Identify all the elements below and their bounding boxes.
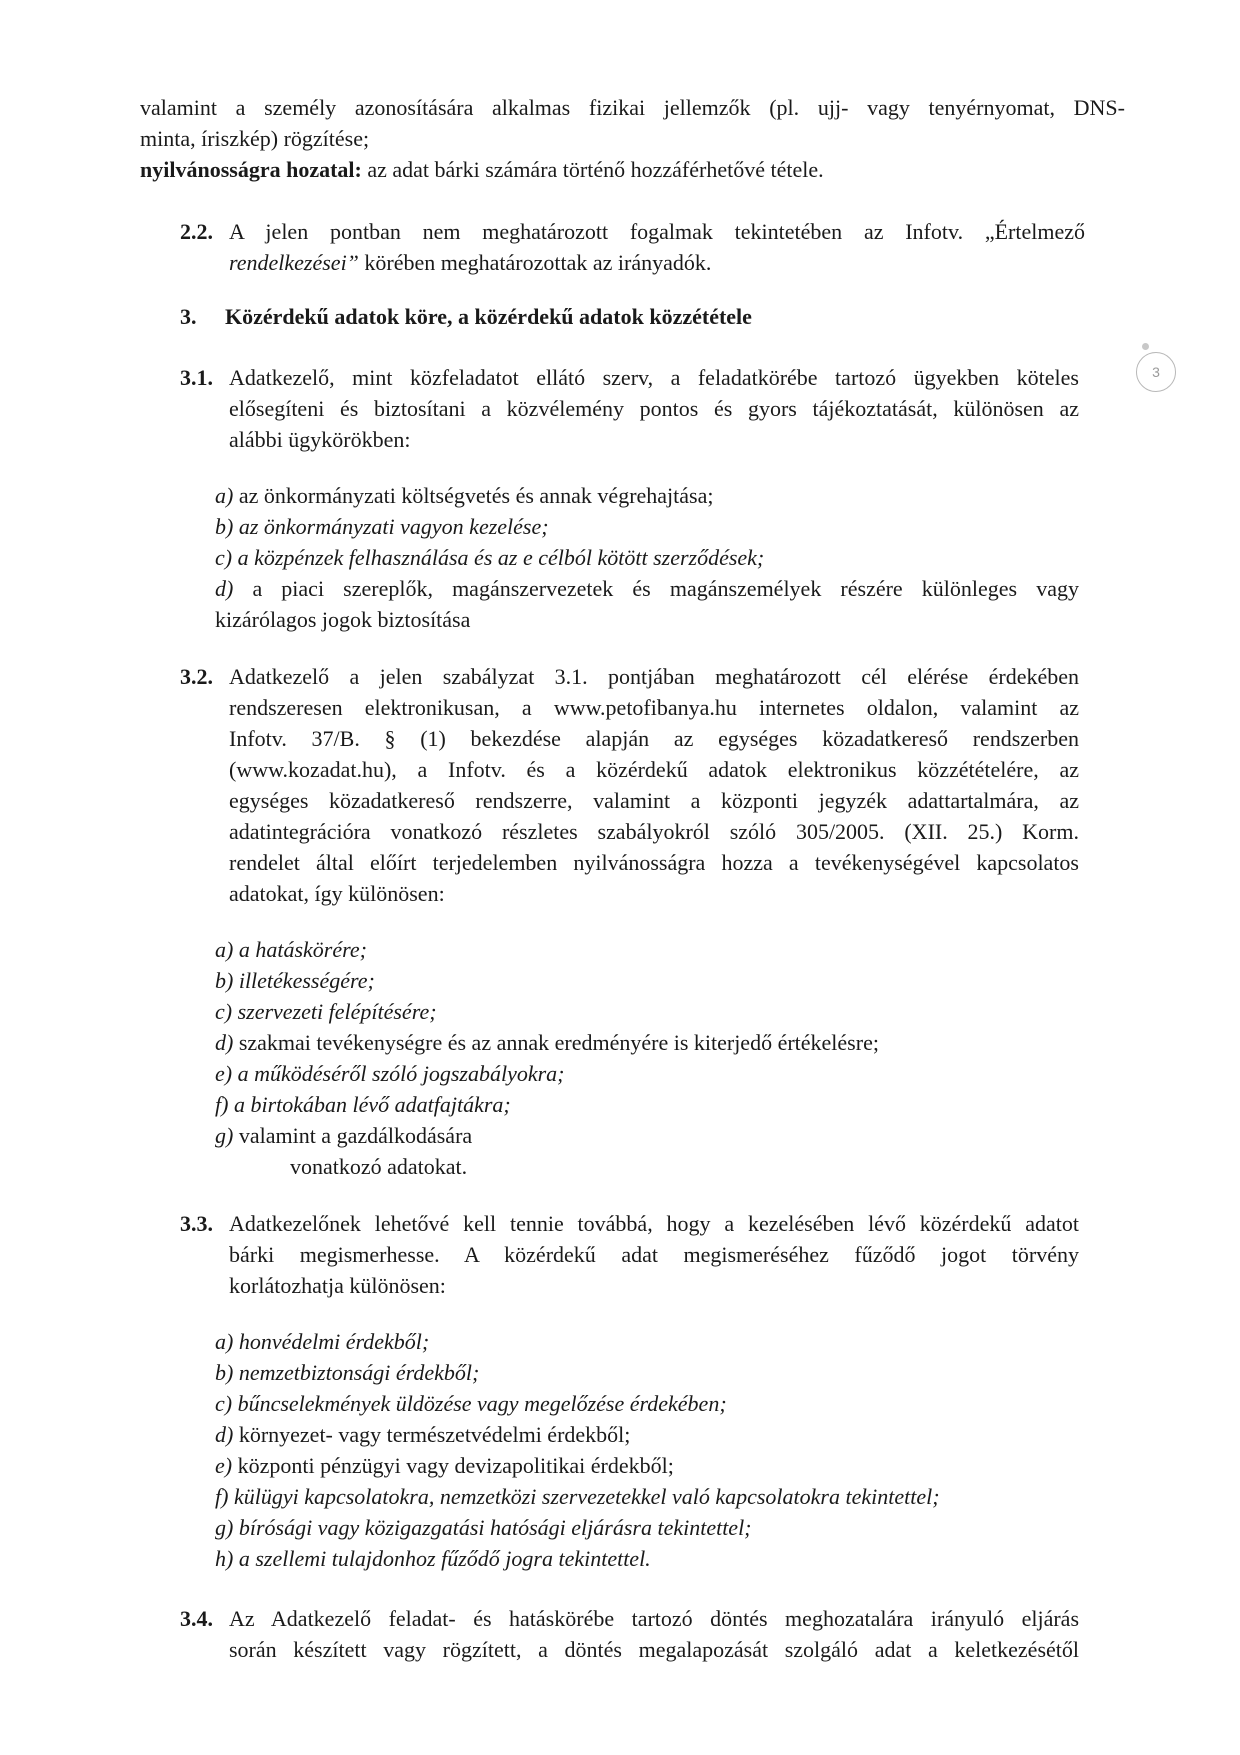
section-number-3-3: 3.3. [180,1211,213,1236]
section-number-3-2: 3.2. [180,664,213,689]
section-3-3-line-3: korlátozhatja különösen: [229,1273,446,1298]
list-item-continuation: kizárólagos jogok biztosítása [215,607,471,632]
list-item: b) illetékességére; [215,968,375,993]
section-3-2-line: (www.kozadat.hu), a Infotv. és a közérdekű adatok elektronikus közzétételére, az [229,757,1079,782]
definition-text: az adat bárki számára történő hozzáférhetővé tétele. [361,157,824,182]
list-item: c) a közpénzek felhasználása és az e célból kötött szerződések; [215,545,765,570]
list-item: d) szakmai tevékenységre és az annak eredményére is kiterjedő értékelésre; [215,1030,879,1055]
list-item: g) valamint a gazdálkodására [215,1123,473,1148]
list-item: d) környezet- vagy természetvédelmi érdekből; [215,1422,631,1447]
list-item: a) a hatáskörére; [215,937,367,962]
stamp-dot [1142,343,1149,350]
list-item: e) a működéséről szóló jogszabályokra; [215,1061,565,1086]
definition-publication [140,154,824,185]
section-number-2-2: 2.2. [180,219,213,244]
quoted-title: rendelkezései” [229,250,359,275]
section-number-3-1: 3.1. [180,365,213,390]
section-3-2-line: egységes közadatkereső rendszerre, valamint a központi jegyzék adattartalmára, az [229,788,1079,813]
section-3-3-line-1: Adatkezelőnek lehetővé kell tennie továbbá, hogy a kezelésében lévő közérdekű adatot [229,1211,1079,1236]
list-item: a) honvédelmi érdekből; [215,1329,430,1354]
list-item: f) a birtokában lévő adatfajtákra; [215,1092,511,1117]
section-3-4-line-2: során készített vagy rögzített, a döntés megalapozását szolgáló adat a keletkezésétől [229,1637,1079,1662]
page-number-stamp: 3 [1136,352,1176,392]
section-3-2-line: Infotv. 37/B. § (1) bekezdése alapján az egységes közadatkereső rendszerben [229,726,1079,751]
heading-number-3: 3. [180,304,197,329]
list-item: e) központi pénzügyi vagy devizapolitikai érdekből; [215,1453,674,1478]
list-item: b) nemzetbiztonsági érdekből; [215,1360,480,1385]
list-item: d) a piaci szereplők, magánszervezetek és magánszemélyek részére különleges vagy [215,576,1079,601]
section-3-2-line: rendelet által előírt terjedelemben nyilvánosságra hozza a tevékenységével kapcsolatos [229,850,1079,875]
section-heading-3: Közérdekű adatok köre, a közérdekű adatok közzététele [225,304,752,329]
section-2-2-line-1: A jelen pontban nem meghatározott fogalmak tekintetében az Infotv. „Értelmező [229,219,1085,244]
section-3-2-line-last: adatokat, így különösen: [229,881,445,906]
section-2-2-line-2-rest: körében meghatározottak az irányadók. [358,250,712,275]
section-3-2-line: adatintegrációra vonatkozó részletes szabályokról szóló 305/2005. (XII. 25.) Korm. [229,819,1079,844]
list-item: a) az önkormányzati költségvetés és annak végrehajtása; [215,483,714,508]
definition-term: nyilvánosságra hozatal: [140,157,362,182]
list-item: h) a szellemi tulajdonhoz fűződő jogra tekintettel. [215,1546,651,1571]
intro-line-1: valamint a személy azonosítására alkalmas fizikai jellemzők (pl. ujj- vagy tenyérnyomat, DNS- [140,95,1125,120]
section-3-2-line: rendszeresen elektronikusan, a www.petofibanya.hu internetes oldalon, valamint az [229,695,1079,720]
list-item: c) szervezeti felépítésére; [215,999,437,1024]
section-3-3-line-2: bárki megismerhesse. A közérdekű adat megismeréséhez fűződő jogot törvény [229,1242,1079,1267]
section-3-1-line-3: alábbi ügykörökben: [229,427,411,452]
section-3-2-line: Adatkezelő a jelen szabályzat 3.1. pontjában meghatározott cél elérése érdekében [229,664,1079,689]
intro-line-2: minta, íriszkép) rögzítése; [140,126,370,151]
section-number-3-4: 3.4. [180,1606,213,1631]
section-3-1-line-1: Adatkezelő, mint közfeladatot ellátó szerv, a feladatkörébe tartozó ügyekben köteles [229,365,1079,390]
list-item: c) bűncselekmények üldözése vagy megelőzése érdekében; [215,1391,727,1416]
list-item: g) bírósági vagy közigazgatási hatósági eljárásra tekintettel; [215,1515,752,1540]
list-item: b) az önkormányzati vagyon kezelése; [215,514,549,539]
section-2-2-line-2 [229,247,711,278]
section-3-4-line-1: Az Adatkezelő feladat- és hatáskörébe tartozó döntés meghozatalára irányuló eljárás [229,1606,1079,1631]
section-3-1-line-2: elősegíteni és biztosítani a közvélemény pontos és gyors tájékoztatását, különösen az [229,396,1079,421]
list-item-continuation: vonatkozó adatokat. [290,1154,468,1179]
list-item: f) külügyi kapcsolatokra, nemzetközi szervezetekkel való kapcsolatokra tekintettel; [215,1484,940,1509]
